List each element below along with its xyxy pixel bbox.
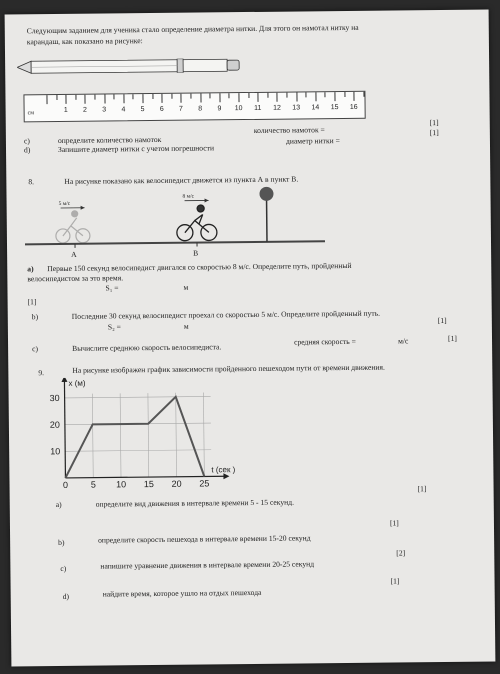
intro-line-2: карандаш, как показано на рисунке: — [26, 36, 143, 47]
ruler-tick — [344, 92, 345, 97]
ruler-tick — [85, 95, 86, 104]
q8-b-letter: b) — [31, 312, 39, 322]
series-line — [65, 396, 205, 477]
ruler-label: 11 — [254, 104, 262, 112]
ruler-tick — [162, 94, 163, 103]
ruler-tick — [46, 95, 47, 104]
ruler-tick — [354, 92, 355, 101]
q8-a-formula: S₁ = — [105, 283, 119, 293]
ruler-tick — [363, 92, 364, 97]
ruler-tick — [267, 93, 268, 98]
ruler-tick — [229, 93, 230, 98]
ruler-unit: см — [27, 110, 35, 117]
ruler-tick — [190, 94, 191, 99]
ruler-label: 5 — [140, 106, 145, 114]
ruler-label: 6 — [159, 105, 164, 113]
grid-line-vertical — [148, 393, 149, 477]
x-tick-label: 15 — [143, 479, 154, 490]
q9-number: 9. — [38, 368, 45, 378]
q9-c-mark: [2] — [396, 548, 406, 558]
ruler-label: 8 — [198, 105, 203, 113]
ruler-label: 12 — [273, 104, 281, 112]
ruler-tick — [66, 95, 67, 104]
ruler-tick — [181, 94, 182, 103]
y-tick-label: 20 — [49, 419, 60, 430]
q8-c-field: средняя скорость = — [293, 336, 356, 347]
q7-d-letter: d) — [23, 145, 31, 155]
q9-b-letter: b) — [58, 537, 65, 548]
ruler-label: 7 — [179, 105, 183, 113]
ruler-label: 2 — [83, 106, 87, 114]
q8-a-line1: Первые 150 секунд велосипедист двигался со скоростью 8 м/с. Определите путь, пройденный — [47, 260, 352, 274]
q9-c-letter: с) — [60, 563, 67, 573]
x-tick-label: 5 — [90, 479, 96, 490]
ruler-tick — [296, 92, 297, 101]
ruler-label: 16 — [349, 103, 358, 111]
q9-d-text: найдите время, которое ушло на отдых пешехода — [102, 587, 262, 599]
grid-line-horizontal — [65, 396, 211, 398]
ruler-tick — [114, 94, 115, 99]
q9-c-text: напишите уравнение движения в интервале времени 20-25 секунд — [100, 559, 315, 571]
ruler-tick — [315, 92, 316, 101]
ruler-label: 1 — [63, 106, 68, 114]
worksheet-page — [5, 9, 496, 666]
q8-b-formula: S₂ = — [107, 322, 121, 332]
ruler-label: 4 — [121, 106, 126, 114]
x-tick-label: 0 — [62, 479, 69, 490]
x-tick-label: 10 — [116, 479, 127, 490]
ruler-label: 3 — [102, 106, 107, 114]
y-axis-arrow — [61, 376, 67, 382]
q8-point-b: B — [193, 248, 199, 258]
ruler-tick — [123, 94, 124, 103]
ruler-tick — [200, 93, 201, 102]
ruler-tick — [238, 93, 239, 102]
q8-point-a: A — [71, 249, 77, 259]
q9-a-letter: а) — [55, 499, 62, 510]
q7-c-text: определите количество намоток — [57, 134, 162, 146]
q9-a-text: определите вид движения в интервале времени 5 - 15 секунд. — [95, 497, 295, 509]
q8-b-text: Последние 30 секунд велосипедист проехал со скоростью 5 м/с. Определите пройденный путь. — [71, 308, 381, 321]
ruler-tick — [104, 95, 105, 104]
q7-d-text: Запишите диаметр нитки с учетом погрешности — [57, 143, 215, 154]
ruler-label: 9 — [217, 105, 222, 113]
ruler-label: 14 — [311, 104, 320, 112]
ruler-label: 15 — [330, 104, 339, 112]
ruler-tick — [210, 93, 211, 98]
ruler-label: 13 — [292, 104, 301, 112]
ruler-tick — [142, 94, 143, 103]
q8-c-text: Вычислите среднюю скорость велосипедиста. — [72, 342, 222, 353]
q7-c-letter: c) — [23, 136, 30, 146]
ruler-tick — [171, 94, 172, 99]
q8-c-mark: [1] — [447, 333, 457, 343]
grid-line-vertical — [176, 393, 177, 477]
y-tick-label: 10 — [50, 446, 61, 457]
ruler-tick — [75, 95, 76, 100]
q8-a-mark: [1] — [27, 297, 37, 307]
distance-time-graph — [34, 376, 259, 494]
q9-b-mark: [1] — [389, 518, 399, 528]
q8-speed-left: 5 м/с — [58, 200, 71, 207]
ruler-tick — [219, 93, 220, 102]
y-axis — [64, 380, 65, 478]
q8-c-unit: м/с — [397, 336, 409, 346]
grid-line-horizontal — [65, 450, 211, 452]
ruler-tick — [286, 93, 287, 98]
q8-b-unit: м — [183, 321, 189, 331]
q9-a-mark: [1] — [417, 484, 427, 494]
q9-d-mark: [1] — [390, 576, 400, 586]
q8-speed-right: 8 м/с — [182, 193, 195, 200]
x-tick-label: 20 — [171, 478, 182, 489]
ruler-tick — [334, 92, 335, 101]
q7-c-mark: [1] — [429, 118, 439, 128]
ruler-tick — [325, 92, 326, 97]
q8-number: 8. — [28, 177, 35, 187]
q7-d-mark: [1] — [429, 128, 439, 138]
cyclist-illustration — [24, 183, 325, 264]
ruler-tick — [248, 93, 249, 98]
ruler-tick — [94, 95, 95, 100]
q8-a-line2: велосипедистом за это время. — [27, 273, 124, 284]
ruler-tick — [277, 93, 278, 102]
q8-a-letter: а) — [27, 264, 34, 274]
intro-line-1: Следующим заданием для ученика стало определение диаметра нитки. Для этого он намотал нитку на — [26, 22, 359, 36]
q7-d-field: диаметр нитки = — [285, 136, 340, 146]
grid-line-vertical — [92, 394, 93, 478]
y-axis-label: x (м) — [68, 378, 86, 388]
q8-text: На рисунке показано как велосипедист движется из пункта А в пункт В. — [64, 174, 299, 186]
q9-text: На рисунке изображен график зависимости пройденного пешеходом пути от времени движения. — [72, 362, 385, 375]
ruler-tick — [133, 94, 134, 99]
ruler — [23, 91, 365, 123]
ruler-label: 10 — [234, 105, 243, 113]
q7-c-field: количество намоток = — [253, 125, 325, 135]
pencil-illustration — [17, 58, 241, 74]
grid-line-vertical — [120, 393, 121, 477]
x-tick-label: 25 — [199, 478, 210, 489]
y-tick-label: 30 — [49, 392, 60, 404]
q8-c-letter: с) — [32, 344, 39, 354]
q8-a-unit: м — [183, 282, 189, 292]
grid-line-vertical — [203, 392, 204, 476]
x-axis-label: t (сек ) — [211, 465, 236, 475]
ruler-tick — [56, 95, 57, 100]
q9-b-text: определите скорость пешехода в интервале времени 15-20 секунд — [98, 533, 311, 545]
ruler-tick — [306, 92, 307, 97]
ruler-tick — [258, 93, 259, 102]
ruler-tick — [152, 94, 153, 99]
q9-d-letter: d) — [62, 591, 70, 601]
q8-b-mark: [1] — [437, 315, 447, 326]
